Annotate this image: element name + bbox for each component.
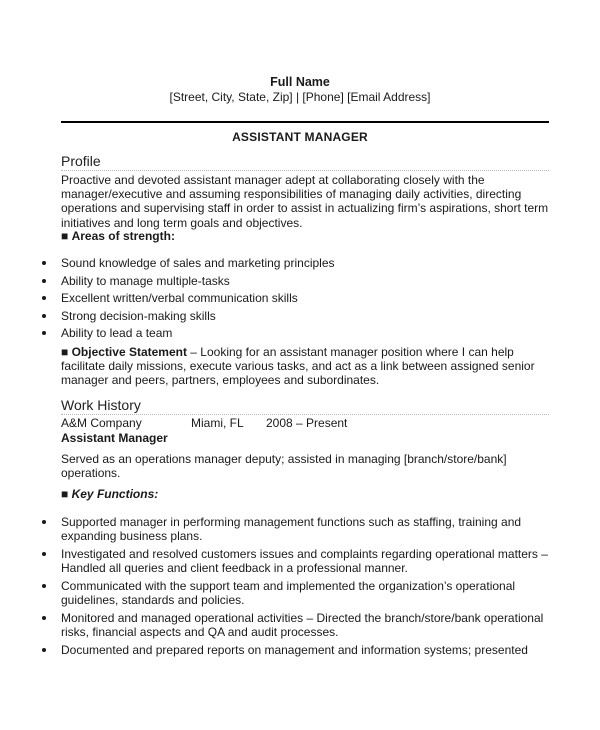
objective-statement [61,345,556,388]
strengths-label: Areas of strength: [71,229,175,243]
company-name: A&M Company [61,416,142,430]
list-item: Ability to lead a team [42,326,551,340]
bullet-icon [42,552,46,556]
list-item: Excellent written/verbal communication skills [42,291,551,305]
functions-heading [61,487,158,501]
bullet-icon [42,616,46,620]
bullet-icon [42,520,46,524]
list-item: Monitored and managed operational activities – Directed the branch/store/bank operational risks, financial aspects and QA and audit processes. [42,611,551,639]
profile-heading: Profile [61,153,101,169]
employment-dates: 2008 – Present [266,416,348,430]
company-location: Miami, FL [191,416,244,430]
objective-label: Objective Statement [71,345,187,359]
square-bullet-icon: ■ [61,345,69,359]
list-item: Sound knowledge of sales and marketing principles [42,256,551,270]
position-description: Served as an operations manager deputy; assisted in managing [branch/store/bank] operations. [61,452,507,481]
job-title: ASSISTANT MANAGER [232,130,368,144]
list-item: Ability to manage multiple-tasks [42,274,551,288]
bullet-icon [42,279,46,283]
work-history-heading: Work History [61,397,141,413]
objective-text: – Looking for an assistant manager position where I can help facilitate daily missions, execute various tasks, and act as a link between assigned senior manager and peers, partners, employees and subordinates. [61,345,535,388]
profile-divider [61,170,549,171]
list-item: Investigated and resolved customers issues and complaints regarding operational matters – Handled all queries and client feedback in a professional manner. [42,547,551,575]
list-item: Communicated with the support team and implemented the organization’s operational guidelines, standards and policies. [42,579,551,607]
list-item: Strong decision-making skills [42,309,551,323]
profile-summary: Proactive and devoted assistant manager adept at collaborating closely with the manager/executive and assuming responsibilities of managing daily activities, directing operations and supervising staff in order to assist in actualizing firm’s aspirations, short term initiatives and long term goals and objectives. [61,173,549,230]
strengths-heading [61,229,175,243]
square-bullet-icon: ■ [61,229,69,243]
bullet-icon [42,296,46,300]
list-item: Documented and prepared reports on management and information systems; presented [42,643,551,657]
bullet-icon [42,314,46,318]
header-divider [61,121,549,123]
strengths-list [42,256,551,340]
contact-line: [Street, City, State, Zip] | [Phone] [Email Address] [169,90,431,104]
square-bullet-icon: ■ [61,487,69,501]
bullet-icon [42,584,46,588]
bullet-icon [42,331,46,335]
work-history-divider [61,414,549,415]
position-title: Assistant Manager [61,431,168,445]
full-name: Full Name [270,75,330,89]
bullet-icon [42,648,46,652]
bullet-icon [42,261,46,265]
functions-label: Key Functions: [71,487,159,501]
list-item: Supported manager in performing management functions such as staffing, training and expanding business plans. [42,515,551,543]
functions-list [42,515,551,657]
